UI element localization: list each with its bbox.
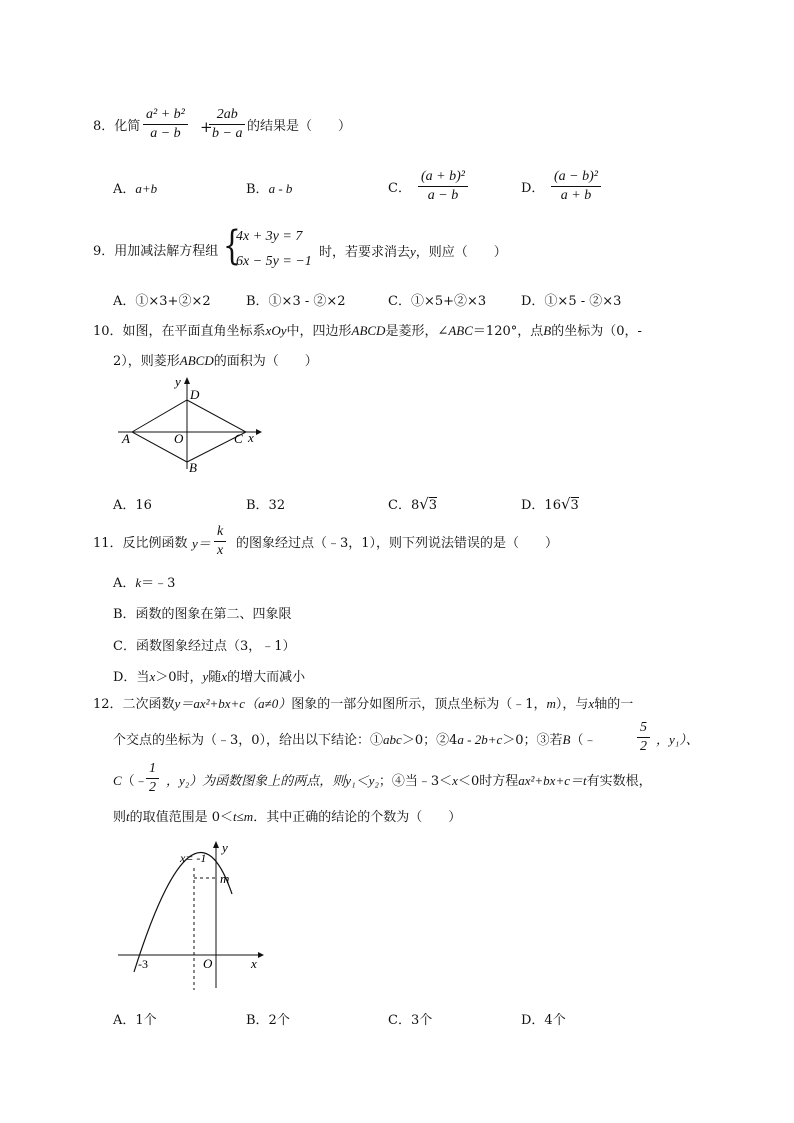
q11-fraction: k x (214, 523, 226, 560)
label-d: D (190, 387, 200, 402)
q9-option-d: D．①×5 - ②×3 (521, 294, 622, 309)
q12-line1: 12．二次函数y＝ax²+bx+c（a≠0）图象的一部分如图所示，顶点坐标为（﹣1，m），与x轴的一 (93, 696, 634, 712)
brace-icon: { (223, 223, 241, 269)
q8-plus: + (200, 118, 213, 136)
q8-option-c-fraction: (a + b)² a − b (418, 168, 468, 205)
label-neg3: -3 (138, 957, 148, 971)
q8-frac1-num: a² + b² (146, 107, 185, 122)
q10-option-c: C．8√3 (388, 495, 438, 513)
parabola-curve (134, 852, 232, 972)
q12-fraction-5-2: 5 2 (637, 719, 650, 756)
q12-option-d: D．4个 (521, 1013, 566, 1028)
q10-rhombus-figure (110, 372, 270, 477)
x-axis-arrow-icon (256, 429, 262, 435)
q8-suffix: 的结果是（ ） (247, 119, 352, 134)
q11-option-b: B．函数的图象在第二、四象限 (113, 607, 292, 622)
q9-option-a: A．①×3+②×2 (113, 294, 211, 309)
q9-eq2: 6x − 5y = −1 (236, 254, 312, 269)
q10-line2: 2），则菱形ABCD的面积为（ ） (113, 353, 318, 369)
rhombus-abcd (132, 400, 246, 462)
label-b: B (189, 460, 197, 475)
q9-suffix: 时，若要求消去y，则应（ ） (319, 244, 507, 260)
y-axis-arrow-icon (184, 377, 190, 384)
q10-option-a: A．16 (113, 498, 152, 513)
label-x: x (248, 430, 254, 445)
q11-option-a: A．k＝﹣3 (113, 575, 176, 591)
q9-option-c: C．①×5+②×3 (388, 294, 487, 309)
q12-option-b: B．2个 (246, 1013, 290, 1028)
q8-option-d-fraction: (a − b)² a + b (551, 168, 601, 205)
q8-option-c-label: C． (388, 181, 411, 196)
label-x: x (251, 956, 257, 971)
q12-y1: ，y₁）、 (656, 732, 699, 747)
q8-option-b: B．a - b (246, 181, 293, 197)
q9-prefix: 9．用加减法解方程组 (93, 244, 219, 259)
q12-line3-start: C（﹣ (113, 773, 148, 789)
q10-option-d: D．16√3 (521, 495, 579, 513)
q8-option-d-label: D． (521, 181, 545, 196)
q8-frac2-den: b − a (212, 126, 243, 141)
q10-option-b: B．32 (246, 498, 286, 513)
x-axis-arrow-icon (258, 952, 264, 958)
q10-line1: 10．如图，在平面直角坐标系xOy中，四边形ABCD是菱形，∠ABC＝120°，点B的坐标为（0，- (93, 323, 642, 339)
q9-option-b: B．①×3 - ②×2 (246, 294, 346, 309)
q8-fraction-2 (209, 106, 245, 143)
q9-eq1: 4x + 3y = 7 (236, 229, 303, 244)
q12-line4: 则t的取值范围是 0＜t≤m．其中正确的结论的个数为（ ） (113, 809, 462, 825)
label-c: C (234, 431, 243, 446)
q8-frac2-num: 2ab (216, 107, 238, 122)
label-y: y (175, 374, 181, 389)
q11-option-c: C．函数图象经过点（3，﹣1） (113, 639, 296, 654)
q8-option-a: A．a+b (113, 181, 158, 197)
q8-fraction-1 (143, 106, 188, 143)
label-o: O (174, 431, 184, 446)
label-y: y (222, 840, 228, 855)
q12-option-a: A．1个 (113, 1013, 157, 1028)
label-axis-eq: x= -1 (180, 851, 207, 865)
label-m: m (220, 871, 230, 886)
q11-prefix: 11．反比例函数 (93, 536, 188, 551)
q8-frac1-den: a − b (150, 126, 181, 141)
q11-suffix: 的图象经过点（﹣3，1），则下列说法错误的是（ ） (236, 536, 559, 551)
q12-parabola-figure (112, 838, 272, 998)
q11-yeq: y＝ (192, 536, 211, 551)
q12-line3-rest: ，y₂）为函数图象上的两点，则y₁＜y₂；④当﹣3＜x＜0时方程ax²+bx+c＝t有实数根， (166, 773, 652, 789)
label-a: A (122, 431, 130, 446)
label-o: O (203, 956, 213, 971)
q11-option-d: D．当x＞0时，y随x的增大而减小 (113, 669, 306, 685)
q12-line2: 个交点的坐标为（﹣3，0），给出以下结论：①abc＞0；②4a - 2b+c＞0；③若B（﹣ (113, 732, 597, 748)
q12-fraction-1-2: 1 2 (146, 760, 159, 797)
y-axis-arrow-icon (213, 841, 219, 848)
q8-prefix: 8．化简 (93, 119, 141, 134)
q12-option-c: C．3个 (388, 1013, 433, 1028)
